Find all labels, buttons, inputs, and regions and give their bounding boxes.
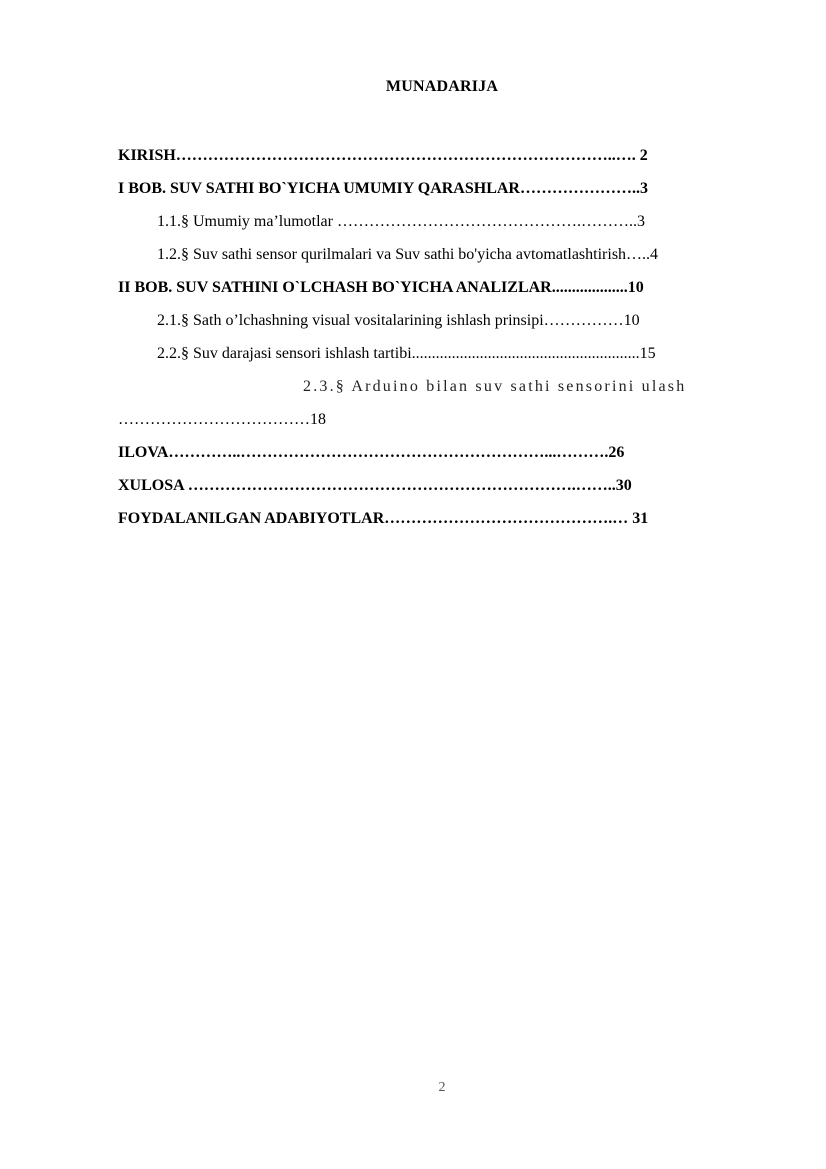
toc-entry-chapter-2[interactable]: II BOB. SUV SATHINI O`LCHASH BO`YICHA ANALIZLAR...................10 xyxy=(118,279,644,296)
toc-entry-ilova[interactable]: ILOVA…………..…………………………………………………...……….26 xyxy=(118,444,625,461)
toc-entry-kirish[interactable]: KIRISH………………………………………………………………………..…. 2 xyxy=(118,147,648,164)
toc-entry-bibliography[interactable]: FOYDALANILGAN ADABIYOTLAR…………………………………….… 31 xyxy=(118,510,649,527)
toc-entry-section-1-2[interactable]: 1.2.§ Suv sathi sensor qurilmalari va Suv sathi bo'yicha avtomatlashtirish…..4 xyxy=(157,246,659,263)
toc-entry-section-2-1[interactable]: 2.1.§ Sath o’lchashning visual vositalarining ishlash prinsipi……………10 xyxy=(157,312,640,329)
toc-entry-section-2-2[interactable]: 2.2.§ Suv darajasi sensori ishlash tartibi.........................................................15 xyxy=(157,345,656,362)
toc-entry-section-1-1[interactable]: 1.1.§ Umumiy ma’lumotlar ……………………………………….………..3 xyxy=(157,213,645,230)
page-number: 2 xyxy=(438,1080,446,1095)
toc-entry-chapter-1[interactable]: I BOB. SUV SATHI BO`YICHA UMUMIY QARASHLAR…………………..3 xyxy=(118,180,648,197)
page-title: MUNADARIJA xyxy=(385,78,499,95)
toc-entry-section-2-3[interactable]: 2.3.§ Arduino bilan suv sathi sensorini ulash xyxy=(303,378,687,395)
toc-entry-section-2-3-page[interactable]: ………………………………18 xyxy=(118,411,326,428)
toc-entry-xulosa[interactable]: XULOSA ……………………………………………………………….……..30 xyxy=(118,477,632,494)
